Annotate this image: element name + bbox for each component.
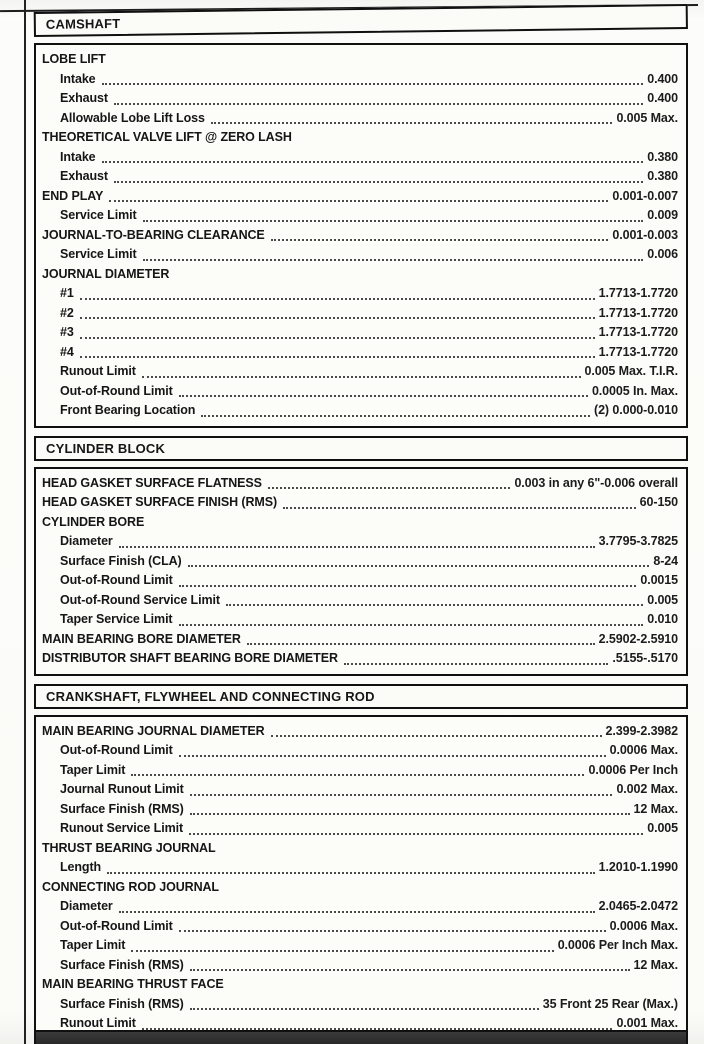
spec-row xyxy=(42,936,678,956)
spec-value: (2) 0.000-0.010 xyxy=(594,403,678,417)
spec-row xyxy=(42,265,678,285)
spec-label: Length xyxy=(60,860,102,874)
spec-label: Surface Finish (CLA) xyxy=(60,553,182,568)
dot-leader xyxy=(201,415,590,417)
dot-leader xyxy=(283,507,636,509)
spec-value: 0.400 xyxy=(647,91,678,105)
dot-leader xyxy=(190,813,630,815)
spec-value: 0.009 xyxy=(647,208,678,222)
dot-leader xyxy=(189,833,643,835)
spec-label: #3 xyxy=(60,325,74,339)
spec-row xyxy=(42,89,678,109)
spec-row xyxy=(42,878,678,898)
dot-leader xyxy=(179,585,637,587)
spec-value: 3.7795-3.7825 xyxy=(598,534,678,548)
spec-row xyxy=(42,323,678,343)
spec-label: LOBE LIFT xyxy=(42,52,106,66)
spec-row xyxy=(42,995,678,1015)
spec-label: JOURNAL DIAMETER xyxy=(42,266,170,281)
spec-row xyxy=(42,800,678,820)
dot-leader xyxy=(190,969,630,971)
spec-row xyxy=(42,362,678,382)
spec-label: Service Limit xyxy=(60,247,137,261)
dot-leader xyxy=(211,122,613,124)
spec-label: Exhaust xyxy=(60,91,108,105)
spec-row xyxy=(42,917,678,937)
spec-row xyxy=(42,552,678,572)
dot-leader xyxy=(188,565,650,567)
spec-label: MAIN BEARING JOURNAL DIAMETER xyxy=(42,723,265,738)
spec-label: Runout Limit xyxy=(60,364,136,378)
dot-leader xyxy=(143,220,644,222)
spec-row xyxy=(42,819,678,839)
dot-leader xyxy=(271,735,602,737)
spec-row xyxy=(42,610,678,630)
section-header xyxy=(34,436,688,461)
spec-row xyxy=(42,839,678,859)
spec-label: HEAD GASKET SURFACE FLATNESS xyxy=(42,475,262,490)
spec-value: 1.7713-1.7720 xyxy=(598,344,678,359)
spec-row xyxy=(42,109,678,129)
dot-leader xyxy=(179,755,606,757)
spec-row xyxy=(42,226,678,246)
spec-label: HEAD GASKET SURFACE FINISH (RMS) xyxy=(42,495,278,509)
spec-row xyxy=(42,50,678,70)
spec-row xyxy=(42,649,678,669)
spec-value: 0.0006 Per Inch Max. xyxy=(557,938,678,952)
spec-sections xyxy=(34,12,688,1044)
spec-value: 0.005 Max. xyxy=(616,110,678,125)
spec-row xyxy=(42,975,678,995)
spec-label: Runout Service Limit xyxy=(60,821,184,835)
spec-value: 0.0006 Max. xyxy=(609,743,678,757)
spec-row xyxy=(42,284,678,304)
dot-leader xyxy=(131,774,584,776)
dot-leader xyxy=(179,395,588,397)
spec-label: Diameter xyxy=(60,899,113,913)
section-body xyxy=(34,467,688,676)
spec-label: END PLAY xyxy=(42,188,104,203)
spec-row xyxy=(42,780,678,800)
section-title: CRANKSHAFT, FLYWHEEL AND CONNECTING ROD xyxy=(46,688,375,704)
dot-leader xyxy=(143,259,644,261)
spec-label: JOURNAL-TO-BEARING CLEARANCE xyxy=(42,227,265,242)
section-body xyxy=(34,715,688,1041)
dot-leader xyxy=(119,911,595,913)
spec-row xyxy=(42,70,678,90)
spec-label: Diameter xyxy=(60,534,113,548)
spec-label: THEORETICAL VALVE LIFT @ ZERO LASH xyxy=(42,130,292,144)
dot-leader xyxy=(102,161,644,163)
spec-row xyxy=(42,167,678,187)
spec-value: 2.5902-2.5910 xyxy=(598,631,678,646)
spec-label: THRUST BEARING JOURNAL xyxy=(42,840,216,855)
spec-row xyxy=(42,474,678,494)
spec-value: 0.003 in any 6"-0.006 overall xyxy=(514,475,678,490)
spec-value: 0.001-0.007 xyxy=(612,188,678,203)
spec-row xyxy=(42,382,678,402)
spec-row xyxy=(42,187,678,207)
spec-label: #1 xyxy=(60,286,74,300)
spec-value: 35 Front 25 Rear (Max.) xyxy=(542,996,678,1011)
dot-leader xyxy=(190,1008,539,1010)
spec-value: 0.006 xyxy=(647,247,678,261)
spec-row xyxy=(42,493,678,513)
spec-value: 0.380 xyxy=(647,149,678,164)
spec-value: 0.005 Max. T.I.R. xyxy=(584,364,678,378)
dot-leader xyxy=(268,487,511,489)
spec-label: Out-of-Round Limit xyxy=(60,573,173,587)
dot-leader xyxy=(109,200,608,202)
spec-label: Journal Runout Limit xyxy=(60,782,184,796)
spec-section xyxy=(34,436,688,676)
spec-row xyxy=(42,532,678,552)
spec-label: Out-of-Round Limit xyxy=(60,918,173,933)
spec-row xyxy=(42,956,678,976)
dot-leader xyxy=(80,337,595,339)
dot-leader xyxy=(344,663,609,665)
spec-row xyxy=(42,761,678,781)
spec-value: 0.005 xyxy=(647,821,678,835)
spec-row xyxy=(42,343,678,363)
spec-label: Allowable Lobe Lift Loss xyxy=(60,110,205,125)
spec-value: 0.0006 Per Inch xyxy=(588,762,678,777)
dot-leader xyxy=(80,356,595,358)
spec-label: Taper Service Limit xyxy=(60,612,173,626)
section-title: CAMSHAFT xyxy=(45,15,121,32)
dot-leader xyxy=(271,239,609,241)
spec-label: Intake xyxy=(60,71,96,86)
spec-value: 2.0465-2.0472 xyxy=(598,899,678,913)
spec-value: 60-150 xyxy=(639,495,678,509)
spec-label: Surface Finish (RMS) xyxy=(60,996,184,1011)
spec-label: Service Limit xyxy=(60,208,137,222)
spec-row xyxy=(42,245,678,265)
spec-label: DISTRIBUTOR SHAFT BEARING BORE DIAMETER xyxy=(42,651,338,665)
spec-row xyxy=(42,741,678,761)
spec-row xyxy=(42,148,678,168)
spec-label: Taper Limit xyxy=(60,762,126,777)
spec-value: 0.0005 In. Max. xyxy=(591,383,678,398)
dot-leader xyxy=(142,376,581,378)
spec-value: 0.400 xyxy=(647,71,678,86)
spec-label: #2 xyxy=(60,305,74,320)
spec-row xyxy=(42,571,678,591)
section-title: CYLINDER BLOCK xyxy=(46,440,166,456)
spec-row xyxy=(42,304,678,324)
spec-value: 12 Max. xyxy=(633,957,678,972)
spec-value: 0.0015 xyxy=(640,573,678,587)
spec-value: 0.001-0.003 xyxy=(612,227,678,242)
spec-label: CONNECTING ROD JOURNAL xyxy=(42,879,219,894)
spec-value: 12 Max. xyxy=(633,801,678,816)
spec-value: 0.002 Max. xyxy=(616,782,678,796)
dot-leader xyxy=(80,298,595,300)
dot-leader xyxy=(131,950,553,952)
spec-label: Surface Finish (RMS) xyxy=(60,957,184,972)
dot-leader xyxy=(114,181,643,183)
spec-label: Out-of-Round Service Limit xyxy=(60,592,220,607)
spec-label: Runout Limit xyxy=(60,1016,136,1030)
spec-value: 1.2010-1.1990 xyxy=(598,860,678,874)
next-section-header-cutoff xyxy=(34,1030,688,1044)
spec-label: CYLINDER BORE xyxy=(42,514,145,529)
spec-section xyxy=(34,12,688,428)
spec-value: .5155-.5170 xyxy=(612,651,678,665)
spec-value: 0.005 xyxy=(647,592,678,607)
spec-label: Out-of-Round Limit xyxy=(60,743,173,757)
spec-row xyxy=(42,206,678,226)
dot-leader xyxy=(190,794,613,796)
spec-section xyxy=(34,684,688,1041)
spec-row xyxy=(42,591,678,611)
section-header xyxy=(34,684,688,709)
spec-row xyxy=(42,513,678,533)
spec-value: 8-24 xyxy=(653,553,678,568)
spec-label: Front Bearing Location xyxy=(60,403,196,417)
spec-label: Out-of-Round Limit xyxy=(60,383,173,398)
spec-value: 0.010 xyxy=(647,612,678,626)
spec-label: Surface Finish (RMS) xyxy=(60,801,184,816)
spec-row xyxy=(42,858,678,878)
spec-value: 0.380 xyxy=(647,169,678,183)
spec-row xyxy=(42,897,678,917)
dot-leader xyxy=(102,83,644,85)
spec-label: Intake xyxy=(60,149,96,164)
dot-leader xyxy=(179,624,644,626)
dot-leader xyxy=(179,930,606,932)
spec-label: Exhaust xyxy=(60,169,108,183)
spec-value: 1.7713-1.7720 xyxy=(598,286,678,300)
dot-leader xyxy=(226,604,643,606)
spec-row xyxy=(42,722,678,742)
dot-leader xyxy=(80,317,595,319)
spec-label: Taper Limit xyxy=(60,938,126,952)
dot-leader xyxy=(119,546,595,548)
spec-row xyxy=(42,401,678,421)
spec-row xyxy=(42,630,678,650)
spec-value: 2.399-2.3982 xyxy=(605,723,678,738)
spec-value: 1.7713-1.7720 xyxy=(598,325,678,339)
section-body xyxy=(34,43,688,428)
spec-label: MAIN BEARING BORE DIAMETER xyxy=(42,631,241,646)
spec-row xyxy=(42,128,678,148)
spec-label: #4 xyxy=(60,344,74,359)
spec-value: 0.001 Max. xyxy=(616,1016,678,1030)
dot-leader xyxy=(247,643,595,645)
page-left-edge-line xyxy=(24,0,26,1044)
spec-label: MAIN BEARING THRUST FACE xyxy=(42,977,224,991)
dot-leader xyxy=(114,103,643,105)
spec-value: 1.7713-1.7720 xyxy=(598,305,678,320)
dot-leader xyxy=(107,872,595,874)
spec-value: 0.0006 Max. xyxy=(609,918,678,933)
